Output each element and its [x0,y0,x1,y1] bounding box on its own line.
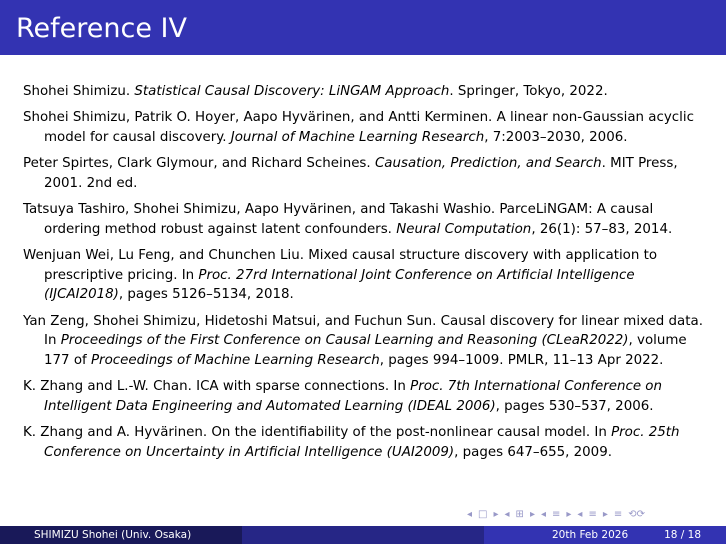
footer-right [484,526,726,544]
nav-prev-icon[interactable]: ◂ [577,509,583,520]
nav-next-icon[interactable]: ▸ [529,509,535,520]
nav-document-icon[interactable]: ≡ [588,509,597,520]
title-bar [0,0,726,55]
nav-next-icon[interactable]: ▸ [602,509,608,520]
reference-list [23,82,711,469]
nav-search-icon[interactable]: ⟲⟳ [628,509,646,520]
reference-item: K. Zhang and A. Hyvärinen. On the identifiability of the post-nonlinear causal model. In Proc. 25th Conference on Uncertainty in Artificial Intelligence (UAI2009), pages 647–655, 2009. [23,425,680,460]
reference-item: K. Zhang and L.-W. Chan. ICA with sparse connections. In Proc. 7th International Conference on Intelligent Data Engineering and Automated Learning (IDEAL 2006), pages 530–537, 2006. [23,379,662,414]
nav-subsection-icon[interactable]: ⊞ [515,509,524,520]
nav-menu-icon[interactable]: ≡ [613,509,623,520]
footer-author: SHIMIZU Shohei (Univ. Osaka) [0,526,242,544]
reference-item: Peter Spirtes, Clark Glymour, and Richard Scheines. Causation, Prediction, and Search. MIT Press, 2001. 2nd ed. [23,156,678,191]
nav-prev-icon[interactable]: ◂ [504,509,510,520]
nav-prev-icon[interactable]: ◂ [540,509,546,520]
nav-next-icon[interactable]: ▸ [493,509,499,520]
beamer-nav-bar [467,507,692,523]
nav-prev-icon[interactable]: ◂ [467,509,473,520]
nav-next-icon[interactable]: ▸ [566,509,572,520]
footer-date: 20th Feb 2026 [552,529,629,541]
reference-item: Tatsuya Tashiro, Shohei Shimizu, Aapo Hyvärinen, and Takashi Washio. ParceLiNGAM: A causal ordering method robust against latent confounders. Neural Computation, 26(1): 57–83, 2014. [23,202,673,237]
footer-page-number: 18 / 18 [664,529,701,541]
reference-item: Shohei Shimizu, Patrik O. Hoyer, Aapo Hyvärinen, and Antti Kerminen. A linear non-Gaussian acyclic model for causal discovery. Journal of Machine Learning Research, 7:2003–2030, 2006. [23,110,694,145]
reference-item: Wenjuan Wei, Lu Feng, and Chunchen Liu. Mixed causal structure discovery with application to prescriptive pricing. In Proc. 27rd International Joint Conference on Artificial Intelligence (IJCAI2018), pages 5126–5134, 2018. [23,247,658,303]
footer-middle [242,526,484,544]
nav-frame-icon[interactable]: □ [478,509,488,520]
slide-title: Reference IV [16,13,187,44]
footer-bar [0,526,726,544]
nav-section-icon[interactable]: ≡ [552,509,561,520]
reference-item: Shohei Shimizu. Statistical Causal Discovery: LiNGAM Approach. Springer, Tokyo, 2022. [23,84,608,99]
reference-item: Yan Zeng, Shohei Shimizu, Hidetoshi Matsui, and Fuchun Sun. Causal discovery for linear mixed data. In Proceedings of the First Conference on Causal Learning and Reasoning (CLeaR2022), volume 177 of Proceedings of Machine Learning Research, pages 994–1009. PMLR, 11–13 Apr 2022. [23,313,703,368]
